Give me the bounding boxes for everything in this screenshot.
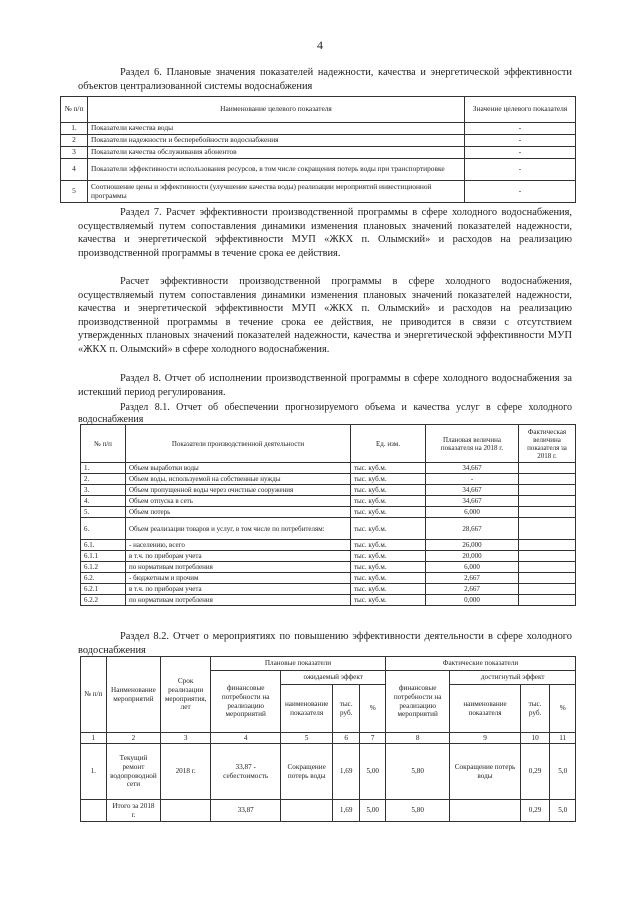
s81-cell-name: по нормативам потребления [126, 562, 351, 573]
section82-table [80, 656, 576, 822]
s81-cell-unit: тыс. куб.м. [351, 463, 426, 474]
s81-cell-name: Объем реализации товаров и услуг, в том числе по потребителям: [126, 518, 351, 540]
s81-cell-fact [519, 573, 576, 584]
s82-total-fin-fact: 5,80 [385, 800, 449, 822]
s82-header-term: Срок реализации мероприятия, лет [161, 657, 211, 733]
s81-cell-num: 6.2. [81, 573, 126, 584]
s82-total-label: Итого за 2018 г. [106, 800, 161, 822]
s82-header-ach-ths: тыс. руб. [520, 685, 550, 733]
s81-cell-unit: тыс. куб.м. [351, 573, 426, 584]
s82-total-exp-ths: 1,69 [332, 800, 360, 822]
s6-cell-num: 1. [61, 123, 88, 135]
s6-cell-value: - [465, 147, 576, 159]
s81-cell-name: по нормативам потребления [126, 595, 351, 606]
table-row [81, 474, 576, 485]
s6-cell-name: Показатели качества обслуживания абонентов [88, 147, 465, 159]
s81-cell-name: - бюджетным и прочим [126, 573, 351, 584]
s6-cell-name: Показатели надежности и бесперебойности водоснабжения [88, 135, 465, 147]
s81-cell-unit: тыс. куб.м. [351, 540, 426, 551]
s82-cell-fin-fact: 5,80 [385, 744, 449, 800]
s81-cell-fact [519, 595, 576, 606]
s82-col-number: 5 [281, 733, 333, 744]
s82-header-name: Наименование мероприятий [106, 657, 161, 733]
s82-header-ach-name: наименование показателя [450, 685, 520, 733]
s81-cell-name: - населению, всего [126, 540, 351, 551]
s81-cell-unit: тыс. куб.м. [351, 562, 426, 573]
s81-cell-num: 6.1.2 [81, 562, 126, 573]
s82-cell-exp-ths: 1,69 [332, 744, 360, 800]
table-row [81, 496, 576, 507]
s81-cell-fact [519, 584, 576, 595]
table-row [81, 540, 576, 551]
s81-cell-plan: 28,667 [426, 518, 519, 540]
s82-header-plan: Плановые показатели [210, 657, 385, 671]
s81-cell-unit: тыс. куб.м. [351, 474, 426, 485]
s82-col-number: 3 [161, 733, 211, 744]
s82-cell-ach-ths: 0,29 [520, 744, 550, 800]
s82-total-fin-plan: 33,87 [210, 800, 280, 822]
s82-col-number: 7 [360, 733, 386, 744]
s6-header-value: Значение целевого показателя [465, 97, 576, 123]
s6-cell-value: - [465, 159, 576, 181]
table-row [81, 551, 576, 562]
s81-cell-plan: 34,667 [426, 463, 519, 474]
s81-cell-unit: тыс. куб.м. [351, 496, 426, 507]
s6-header-num: № п/п [61, 97, 88, 123]
s82-cell-num: 1. [81, 744, 107, 800]
s82-total-ach-ths: 0,29 [520, 800, 550, 822]
s6-cell-name: Соотношение цены и эффективности (улучшение качества воды) реализации мероприятий инвестиционной программы [88, 181, 465, 203]
s81-cell-plan: 6,000 [426, 507, 519, 518]
s82-col-number: 9 [450, 733, 520, 744]
table-row [61, 147, 576, 159]
s82-cell-exp-pct: 5,00 [360, 744, 386, 800]
section81-table [80, 424, 576, 606]
s82-header-exp-pct: % [360, 685, 386, 733]
s82-header-fact: Фактические показатели [385, 657, 575, 671]
s81-cell-unit: тыс. куб.м. [351, 595, 426, 606]
s81-header-unit: Ед. изм. [351, 425, 426, 463]
s81-cell-plan: 26,000 [426, 540, 519, 551]
table-row [81, 562, 576, 573]
table-row [81, 595, 576, 606]
section7-heading: Раздел 7. Расчет эффективности производственной программы в сфере холодного водоснабжения, осуществляемый путем сопоставления динамики изменения плановых значений показателей надежности, качества и энергетической эффективности МУП «ЖКХ п. Олымский» и расходов на реализацию производственной программы в течение срока ее действия. [78, 207, 572, 259]
s81-cell-num: 6.2.2 [81, 595, 126, 606]
s81-header-fact: Фактическая величина показателя за 2018 г. [519, 425, 576, 463]
s81-cell-name: Объем воды, используемой на собственные нужды [126, 474, 351, 485]
table-row [81, 744, 576, 800]
table-row [61, 159, 576, 181]
section6-heading: Раздел 6. Плановые значения показателей надежности, качества и энергетической эффективности объектов централизованной системы водоснабжения [78, 67, 572, 92]
s82-header-fin-fact: финансовые потребности на реализацию мероприятий [385, 671, 449, 733]
s81-cell-unit: тыс. куб.м. [351, 485, 426, 496]
s6-cell-name: Показатели качества воды [88, 123, 465, 135]
s82-header-fin-plan: финансовые потребности на реализацию мероприятий [210, 671, 280, 733]
s81-cell-num: 6.2.1 [81, 584, 126, 595]
s81-cell-num: 6.1. [81, 540, 126, 551]
s82-col-number: 11 [550, 733, 576, 744]
s81-cell-plan: 0,000 [426, 595, 519, 606]
section82-heading: Раздел 8.2. Отчет о мероприятиях по повышению эффективности деятельности в сфере холодного водоснабжения [78, 631, 572, 656]
s81-cell-fact [519, 496, 576, 507]
s81-cell-name: Объем выработки воды [126, 463, 351, 474]
table-row [81, 584, 576, 595]
s82-cell-ach-name: Сокращение потерь воды [450, 744, 520, 800]
s82-cell-fin-plan: 33,87 - себестоимость [210, 744, 280, 800]
s82-col-number: 2 [106, 733, 161, 744]
s82-cell-empty [81, 800, 107, 822]
s81-cell-fact [519, 540, 576, 551]
s82-col-numbers [81, 733, 576, 744]
s6-cell-value: - [465, 123, 576, 135]
s81-cell-plan: 34,667 [426, 496, 519, 507]
table-row [61, 181, 576, 203]
s82-cell-ach-pct: 5,0 [550, 744, 576, 800]
s81-cell-plan: 6,000 [426, 562, 519, 573]
s81-cell-plan: 2,667 [426, 584, 519, 595]
s81-cell-fact [519, 551, 576, 562]
s81-cell-num: 2. [81, 474, 126, 485]
s82-header-ach-pct: % [550, 685, 576, 733]
s81-header-num: № п/п [81, 425, 126, 463]
table-row [81, 463, 576, 474]
s82-header-achieved: достигнутый эффект [450, 671, 576, 685]
s6-cell-num: 3 [61, 147, 88, 159]
s81-cell-name: в т.ч. по приборам учета [126, 584, 351, 595]
table-row [61, 135, 576, 147]
s81-cell-plan: 2,667 [426, 573, 519, 584]
s82-header-exp-ths: тыс. руб. [332, 685, 360, 733]
section81-heading: Раздел 8.1. Отчет об обеспечении прогнозируемого объема и качества услуг в сфере холодного водоснабжения [78, 402, 572, 425]
s81-cell-unit: тыс. куб.м. [351, 507, 426, 518]
s82-cell-term: 2018 г. [161, 744, 211, 800]
s6-cell-num: 2 [61, 135, 88, 147]
s81-cell-plan: 20,000 [426, 551, 519, 562]
table-row [81, 573, 576, 584]
table-row [81, 507, 576, 518]
s6-header-name: Наименование целевого показателя [88, 97, 465, 123]
section6-table [60, 96, 576, 203]
s82-cell-empty [281, 800, 333, 822]
s81-cell-num: 4. [81, 496, 126, 507]
s82-col-number: 4 [210, 733, 280, 744]
s82-header-exp-name: наименование показателя [281, 685, 333, 733]
s82-col-number: 8 [385, 733, 449, 744]
s81-cell-num: 3. [81, 485, 126, 496]
s6-cell-value: - [465, 135, 576, 147]
s81-cell-fact [519, 485, 576, 496]
s82-header-num: № п/п [81, 657, 107, 733]
table-row [81, 518, 576, 540]
s82-cell-empty [161, 800, 211, 822]
s81-cell-name: Объем отпуска в сеть [126, 496, 351, 507]
s81-cell-fact [519, 562, 576, 573]
s81-cell-plan: 34,667 [426, 485, 519, 496]
s6-cell-num: 4 [61, 159, 88, 181]
s6-cell-name: Показатели эффективности использования ресурсов, в том числе сокращения потерь воды при транспортировке [88, 159, 465, 181]
s81-cell-fact [519, 474, 576, 485]
s81-cell-num: 6.1.1 [81, 551, 126, 562]
s82-total-exp-pct: 5,00 [360, 800, 386, 822]
s81-cell-name: Объем потерь [126, 507, 351, 518]
s81-cell-fact [519, 518, 576, 540]
table-row-total [81, 800, 576, 822]
s81-cell-unit: тыс. куб.м. [351, 551, 426, 562]
s81-cell-num: 1. [81, 463, 126, 474]
s81-cell-plan: - [426, 474, 519, 485]
section7-text: Расчет эффективности производственной программы в сфере холодного водоснабжения, осуществляемый путем сопоставления динамики изменения плановых значений показателей надежности, качества и энергетической эффективности МУП «ЖКХ п. Олымский» и расходов на реализацию производственной программы в течение срока ее действия, не приводится в связи с отсутствием утвержденных плановых значений показателей надежности, качества и энергетической эффективности МУП «ЖКХ п. Олымский» в сфере холодного водоснабжения. [78, 276, 572, 355]
s81-cell-num: 6. [81, 518, 126, 540]
table-row [61, 123, 576, 135]
s81-header-name: Показатели производственной деятельности [126, 425, 351, 463]
s81-cell-name: Объем пропущенной воды через очистные сооружения [126, 485, 351, 496]
s81-header-plan: Плановая величина показателя на 2018 г. [426, 425, 519, 463]
page-number: 4 [317, 38, 323, 52]
s81-cell-num: 5. [81, 507, 126, 518]
s82-col-number: 6 [332, 733, 360, 744]
table-row [81, 485, 576, 496]
s82-cell-empty [450, 800, 520, 822]
s82-cell-exp-name: Сокращение потерь воды [281, 744, 333, 800]
s82-total-ach-pct: 5,0 [550, 800, 576, 822]
s82-header-expected: ожидаемый эффект [281, 671, 386, 685]
s81-cell-unit: тыс. куб.м. [351, 518, 426, 540]
s81-cell-fact [519, 463, 576, 474]
s81-cell-unit: тыс. куб.м. [351, 584, 426, 595]
s82-cell-name: Текущий ремонт водопроводной сети [106, 744, 161, 800]
s82-col-number: 1 [81, 733, 107, 744]
s6-cell-num: 5 [61, 181, 88, 203]
s6-cell-value: - [465, 181, 576, 203]
s81-cell-fact [519, 507, 576, 518]
s82-col-number: 10 [520, 733, 550, 744]
section8-heading: Раздел 8. Отчет об исполнении производственной программы в сфере холодного водоснабжения за истекший период регулирования. [78, 373, 572, 398]
s81-cell-name: в т.ч. по приборам учета [126, 551, 351, 562]
